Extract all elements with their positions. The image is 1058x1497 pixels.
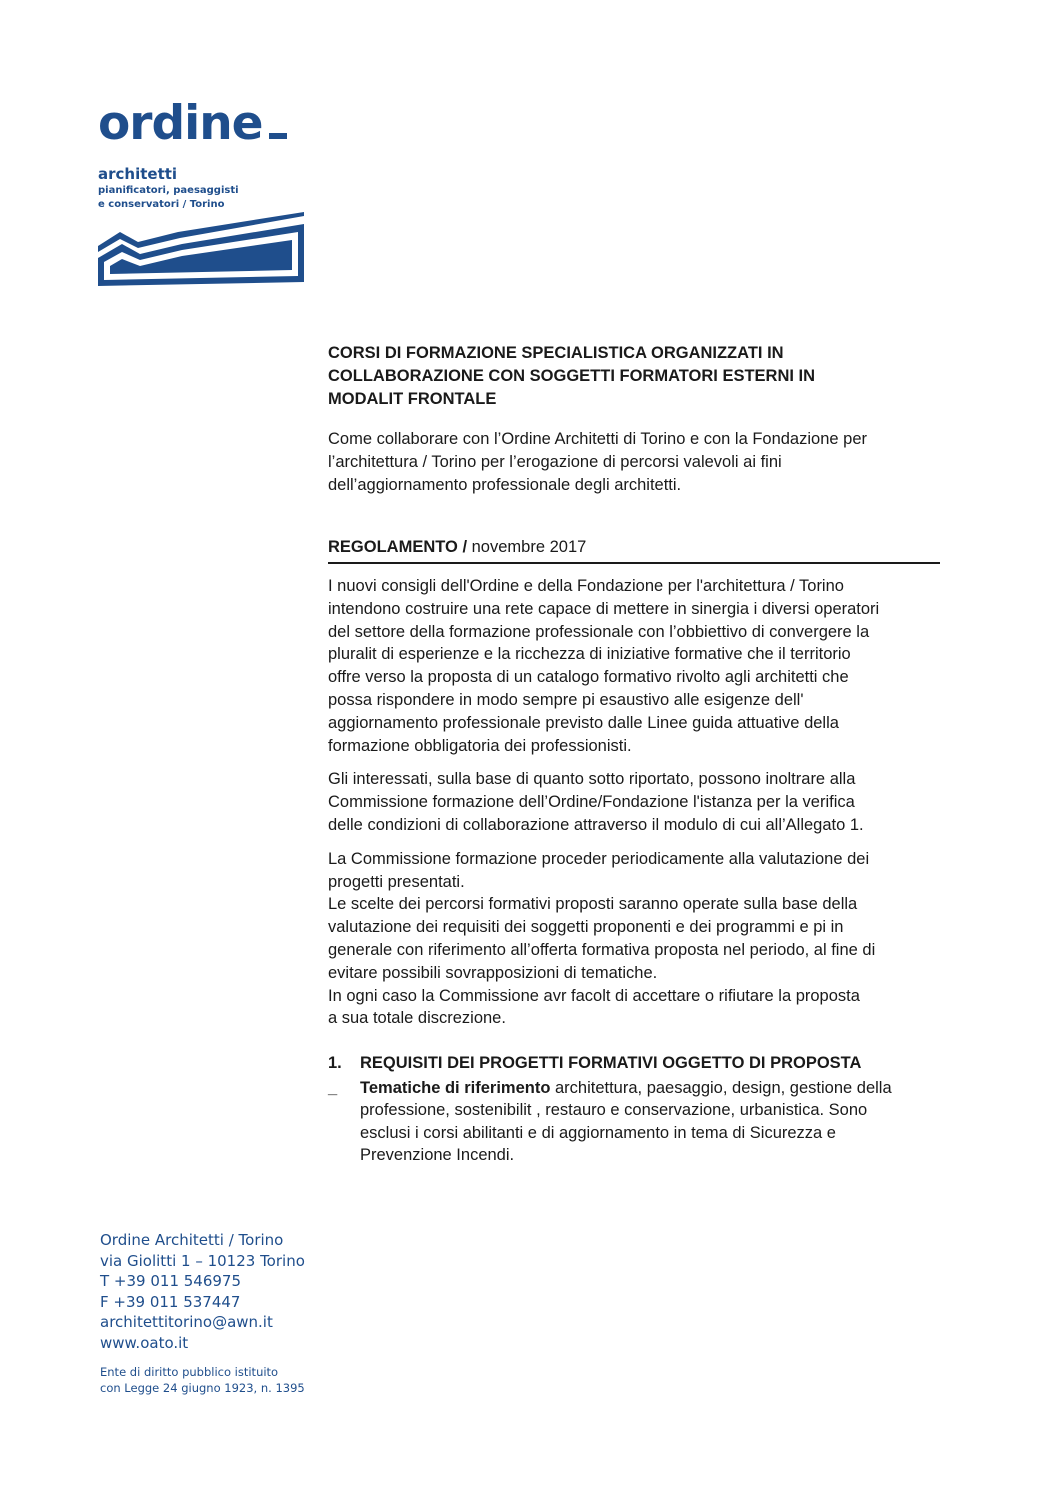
footer-legal-note (100, 1364, 360, 1396)
text-line: In ogni caso la Commissione avr facolt di accettare o rifiutare la proposta (328, 986, 860, 1005)
intro-paragraph (328, 428, 928, 497)
logo-tagline-2: e conservatori / Torino (98, 199, 225, 210)
paragraph-2 (328, 768, 940, 836)
paragraph-1 (328, 575, 940, 757)
text-line: Commissione formazione dell’Ordine/Fondazione l'istanza per la verifica (328, 793, 855, 812)
logo-underscore (269, 133, 287, 139)
footer-note-line: con Legge 24 giugno 1923, n. 1395 (100, 1381, 305, 1395)
list-item (328, 1077, 940, 1167)
logo-wordmark (98, 96, 308, 151)
footer-fax: F +39 011 537447 (100, 1292, 241, 1311)
text-line: Le scelte dei percorsi formativi proposti saranno operate sulla base della (328, 895, 858, 914)
footer-address: via Giolitti 1 – 10123 Torino (100, 1251, 305, 1270)
bullet-marker: _ (328, 1078, 338, 1097)
title-line: CORSI DI FORMAZIONE SPECIALISTICA ORGANIZZATI IN (328, 344, 784, 362)
text-line: La Commissione formazione proceder periodicamente alla valutazione dei (328, 849, 870, 868)
footer-phone: T +39 011 546975 (100, 1272, 242, 1290)
logo-word-text: ordine (98, 96, 263, 151)
list-item-bold: Tematiche di riferimento (360, 1078, 551, 1097)
text-line: formazione obbligatoria dei professionisti. (328, 736, 632, 755)
organization-logo (98, 96, 308, 288)
title-line: COLLABORAZIONE CON SOGGETTI FORMATORI ESTERNI IN (328, 367, 816, 385)
paragraph-3 (328, 848, 940, 1030)
text-line: I nuovi consigli dell'Ordine e della Fondazione per l'architettura / Torino (328, 577, 844, 595)
section-number: 1. (328, 1054, 342, 1072)
text-line: intendono costruire una rete capace di mettere in sinergia i diversi operatori (328, 599, 880, 618)
section-title: REQUISITI DEI PROGETTI FORMATIVI OGGETTO DI PROPOSTA (360, 1054, 862, 1072)
regolamento-heading (328, 536, 940, 564)
section-requisiti (328, 1052, 940, 1167)
text-line: possa rispondere in modo sempre pi esaustivo alle esigenze dell' (328, 690, 804, 709)
logo-tagline-1: pianificatori, paesaggisti (98, 185, 239, 196)
footer-contacts (100, 1230, 360, 1353)
logo-subtitle: architetti (98, 165, 178, 183)
text-line: professione, sostenibilit , restauro e conservazione, urbanistica. Sono (360, 1101, 868, 1119)
text-line: valutazione dei requisiti dei soggetti proponenti e dei programmi e pi in (328, 918, 844, 937)
text-line: offre verso la proposta di un catalogo formativo rivolto agli architetti che (328, 668, 849, 687)
text-line: esclusi i corsi abilitanti e di aggiornamento in tema di Sicurezza e (360, 1123, 836, 1142)
intro-line: dell’aggiornamento professionale degli architetti. (328, 476, 682, 494)
intro-line: l’architettura / Torino per l’erogazione di percorsi valevoli ai fini (328, 453, 782, 471)
body-text (328, 575, 940, 1041)
footer-email-link[interactable]: architettitorino@awn.it (100, 1313, 273, 1331)
text-line: evitare possibili sovrapposizioni di tematiche. (328, 963, 658, 982)
text-line: pluralit di esperienze e la ricchezza di iniziative formative che il territorio (328, 645, 851, 664)
text-line: generale con riferimento all’offerta formativa proposta nel periodo, al fine di (328, 940, 876, 959)
intro-line: Come collaborare con l’Ordine Architetti di Torino e con la Fondazione per (328, 430, 867, 448)
text-line: aggiornamento professionale previsto dalle Linee guida attuative della (328, 713, 839, 732)
regolamento-date: novembre 2017 (467, 538, 587, 556)
text-line: architettura, paesaggio, design, gestione della (550, 1078, 892, 1097)
footer-org-name: Ordine Architetti / Torino (100, 1231, 284, 1249)
text-line: a sua totale discrezione. (328, 1009, 506, 1028)
text-line: Gli interessati, sulla base di quanto sotto riportato, possono inoltrare alla (328, 770, 856, 789)
logo-skyline-graphic (98, 212, 306, 288)
section-heading (328, 1052, 940, 1075)
title-line: MODALIT FRONTALE (328, 390, 497, 408)
footer-note-line: Ente di diritto pubblico istituito (100, 1365, 279, 1379)
regolamento-label: REGOLAMENTO / (328, 538, 468, 556)
footer-website-link[interactable]: www.oato.it (100, 1333, 189, 1352)
text-line: Prevenzione Incendi. (360, 1146, 515, 1164)
text-line: del settore della formazione professionale con l’obbiettivo di convergere la (328, 622, 870, 641)
text-line: progetti presentati. (328, 872, 465, 891)
list-item-text (360, 1077, 892, 1167)
text-line: delle condizioni di collaborazione attraverso il modulo di cui all’Allegato 1. (328, 815, 864, 834)
document-title (328, 342, 928, 411)
